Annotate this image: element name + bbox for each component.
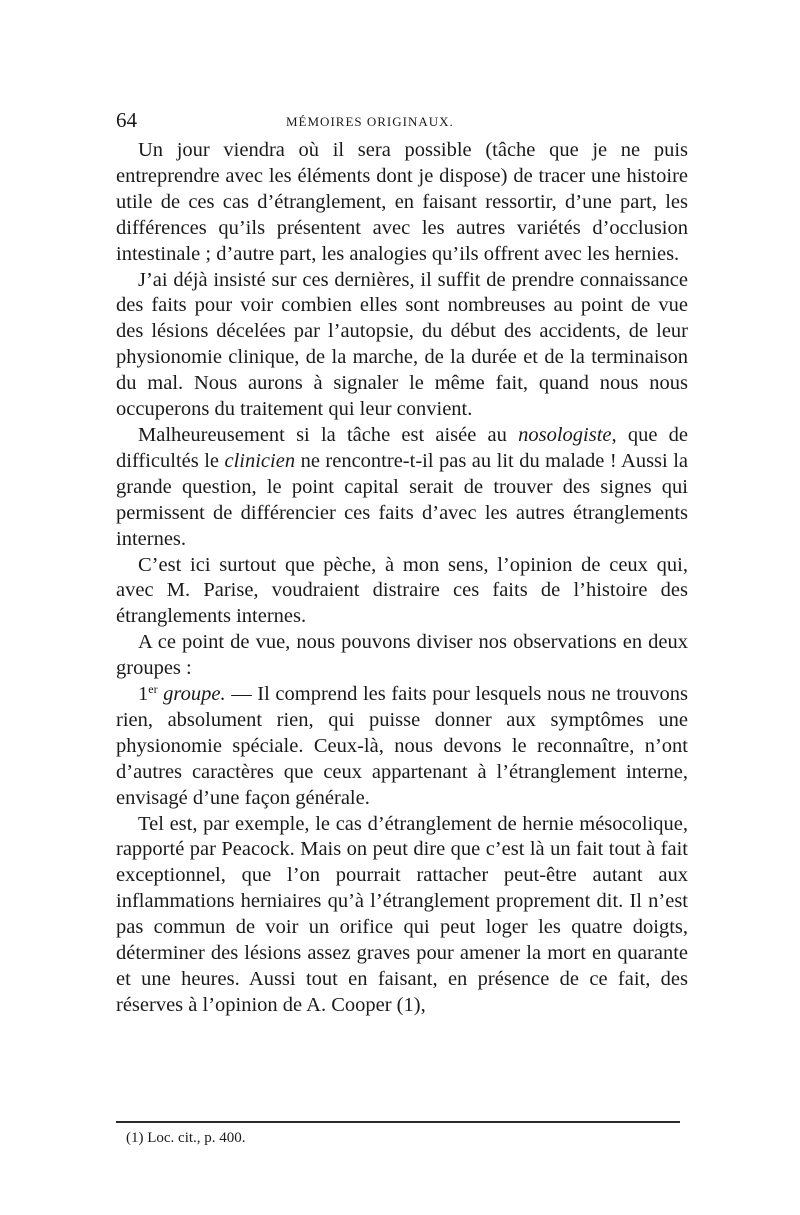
paragraph-7: Tel est, par exemple, le cas d’étranglement de hernie mésocolique, rapporté par Peacock. Mais on peut dire que c’est là un fait tout à fait exceptionnel, que l’on pourrait rattacher peut-être autant aux inflammations herniaires qu’à l’étranglement proprement dit. Il n’est pas commun de voir un orifice qui peut loger les quatre doigts, déterminer des lésions assez graves pour amener la mort en quarante et une heures. Aussi tout en faisant, en présence de ce fait, des réserves à l’opinion de A. Cooper (1), xyxy=(116,812,688,1016)
group-number-suffix: er xyxy=(148,682,158,697)
paragraph-2: J’ai déjà insisté sur ces dernières, il suffit de prendre connaissance des faits pour voir combien elles sont nombreuses au point de vue des lésions décelées par l’autopsie, du début des accidents, de leur physionomie clinique, de la marche, de la durée et de la terminaison du mal. Nous aurons à signaler le même fait, quand nous nous occuperons du traitement qui leur convient. xyxy=(116,268,688,421)
group-number: 1 xyxy=(138,683,149,706)
group-label: groupe. xyxy=(163,683,226,706)
italic-term-nosologiste: nosologiste xyxy=(518,423,612,446)
paragraph-6-text: — Il comprend les faits pour lesquels nous ne trouvons rien, absolument rien, qui puisse donner aux symptômes une physionomie spéciale. Ceux-là, nous devons le reconnaître, n’ont d’autres caractères que ceux appartenant à l’étranglement interne, envisagé d’une façon générale. xyxy=(116,683,688,809)
footnote-divider xyxy=(116,1121,680,1123)
page-number: 64 xyxy=(116,108,137,132)
paragraph-3-text-c: ne rencontre-t-il pas au lit du malade ! Aussi la grande question, le point capital serait de trouver des signes qui permissent de différencier ces faits d’avec les autres étranglements internes. xyxy=(116,449,688,550)
running-head: MÉMOIRES ORIGINAUX. xyxy=(286,114,454,129)
paragraph-3-text-a: Malheureusement si la tâche est aisée au xyxy=(138,423,519,446)
body-text xyxy=(116,138,688,1019)
paragraph-4: C’est ici surtout que pèche, à mon sens, l’opinion de ceux qui, avec M. Parise, voudraient distraire ces faits de l’histoire des étranglements internes. xyxy=(116,553,688,628)
italic-term-clinicien: clinicien xyxy=(224,449,296,472)
paragraph-5: A ce point de vue, nous pouvons diviser nos observations en deux groupes : xyxy=(116,631,688,680)
page-header xyxy=(116,108,686,134)
paragraph-1: Un jour viendra où il sera possible (tâche que je ne puis entreprendre avec les éléments dont je dispose) de tracer une histoire utile de ces cas d’étranglement, en faisant ressortir, d’une part, les différences qu’ils présentent avec les autres variétés d’occlusion intestinale ; d’autre part, les analogies qu’ils offrent avec les hernies. xyxy=(116,139,688,265)
footnote: (1) Loc. cit., p. 400. xyxy=(126,1130,246,1146)
paragraph-3 xyxy=(116,423,688,553)
paragraph-6 xyxy=(116,682,688,812)
paragraph-3-text-b: , que de difficultés le xyxy=(116,423,688,472)
